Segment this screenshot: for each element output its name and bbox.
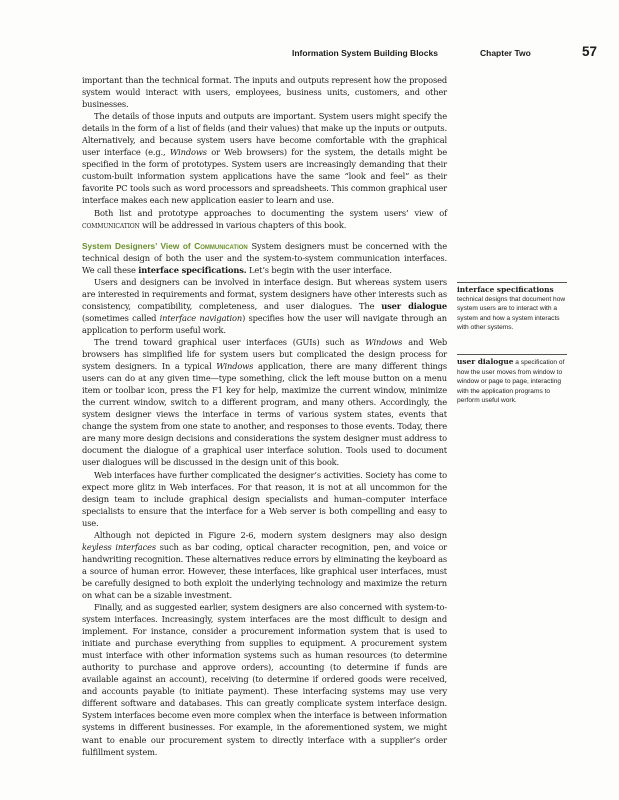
paragraph-4: [82, 240, 447, 276]
margin-definition-text: technical designs that document how system users are to interact with a system and how a system interacts with other systems.: [457, 295, 566, 332]
communication-smallcaps: communication: [82, 219, 140, 230]
paragraph-8-text-b: such as bar coding, optical character recognition, pen, and voice or handwriting recognition. These alternatives reduce errors by eliminating the keyboard as a source of human error. However, these interfaces, like graphical user interfaces, must be carefully designed to both exploit the underlying technology and maximize the return on what can be a sizable investment.: [82, 541, 447, 600]
margin-definition-interface-specifications: [457, 285, 569, 333]
windows-italic: Windows: [169, 147, 207, 158]
margin-rule-1: [457, 282, 567, 283]
margin-definition-user-dialogue: [457, 357, 569, 406]
paragraph-4-text-c: Let’s begin with the user interface.: [246, 264, 392, 275]
section-heading: [82, 241, 248, 251]
paragraph-8: [82, 529, 447, 601]
paragraph-9: [82, 601, 447, 758]
paragraph-7-text: Web interfaces have further complicated the designer’s activities. Society has come to expect more glitz in Web interfaces. For that reason, it is not at all uncommon for the design team to include graphical design specialists and human–computer interface specialists to ensure that the interface for a Web server is both compelling and easy to use.: [82, 469, 447, 528]
paragraph-9-text: Finally, and as suggested earlier, system designers are also concerned with system-to-system interfaces. Increasingly, system interfaces are the most difficult to design and implement. For instance, consider a procurement information system that is used to initiate and purchase everything from supplies to equipment. A procurement system must interface with other information systems such as human resources (to determine authority to purchase and approve orders), accounting (to determine if funds are available against an account), receiving (to determine if ordered goods were received, and accounts payable (to initiate payment). These interfacing systems may use very different software and databases. This can greatly complicate system interface design. System interfaces become even more complex when the interface is between information systems in different businesses. For example, in the aforementioned system, we might want to enable our procurement system to directly interface with a supplier’s order fulfillment system.: [82, 602, 447, 757]
paragraph-6-text-c: application, there are many different things users can do at any given time—type something, click the left mouse button on a menu item or toolbar icon, press the F1 key for help, maximize the current window, minimize the current window, switch to a different program, and many others. Accordingly, the system designer views the interface in terms of various system states, events that change the system from one state to another, and responses to those events. Today, there are many more design decisions and considerations the system designer must address to document the dialogue of a graphical user interface solution. Tools used to document user dialogues will be discussed in the design unit of this book.: [82, 361, 448, 468]
paragraph-5-text-d: ) specifies how the user will navigate through an application to perform useful work.: [82, 312, 447, 335]
section-heading-text: System Designers’ View of: [82, 240, 195, 251]
windows-italic-3: Windows: [216, 361, 254, 372]
margin-rule-2: [457, 354, 567, 355]
paragraph-5-text-c: (sometimes called: [82, 312, 160, 323]
paragraph-5-text-a: Users and designers can be involved in interface design. But whereas system users are interested in requirements and format, system designers have other interests such as consistency, compatibility, completeness, and user dialogues. The: [82, 276, 447, 311]
user-dialogue-term: user dialogue: [381, 300, 447, 311]
margin-term: user dialogue: [457, 357, 514, 366]
paragraph-6-text-b: and Web browsers has simplified life for system users but complicated the design process for system designers. In a typical: [82, 336, 447, 372]
paragraph-8-text-a: Although not depicted in Figure 2-6, modern system designers may also design: [94, 529, 447, 540]
interface-navigation-italic: interface navigation: [159, 312, 243, 323]
paragraph-3-text-c: will be addressed in various chapters of this book.: [139, 219, 347, 230]
windows-italic-2: Windows: [365, 336, 403, 347]
paragraph-3-text-a: Both list and prototype approaches to documenting the system users’ view of: [94, 207, 447, 218]
margin-term: interface specifications: [457, 285, 554, 294]
paragraph-6-text-a: The trend toward graphical user interfaces (GUIs) such as: [94, 336, 366, 347]
paragraph-4-text-a: System designers must be concerned with the technical design of both the user and the system-to-system communication interfaces. We call these: [82, 240, 447, 275]
paragraph-1: [82, 74, 447, 110]
body-text-column: [82, 74, 447, 758]
paragraph-2-text-c: or Web browsers) for the system, the details might be specified in the form of prototypes. System users are increasingly demanding that their custom-built information system applications have the same “look and feel” as their favorite PC tools such as word processors and spreadsheets. This common graphical user interface makes each new application easier to learn and use.: [82, 147, 447, 206]
keyless-interfaces-italic: keyless interfaces: [82, 541, 156, 552]
paragraph-3: [82, 207, 447, 231]
paragraph-5: [82, 276, 447, 336]
paragraph-2: [82, 110, 447, 206]
interface-specifications-term: interface specifications.: [138, 264, 247, 275]
section-heading-smallcaps: Communication: [194, 240, 248, 251]
paragraph-7: [82, 469, 447, 529]
running-head: [292, 44, 597, 60]
running-head-title: Information System Building Blocks: [292, 48, 438, 58]
paragraph-1-text: important than the technical format. The inputs and outputs represent how the proposed system would interact with users, employees, business units, customers, and other businesses.: [82, 75, 447, 110]
page-number: 57: [581, 44, 597, 59]
paragraph-2-text-a: The details of those inputs and outputs are important. System users might specify the details in the form of a list of fields (and their values) that make up the inputs or outputs. Alternatively, and because system users have become comfortable with the graphical user interface (e.g.,: [82, 111, 447, 158]
margin-definition-text: a specification of how the user moves from window to window or page to page, interacting with the application programs to perform useful work.: [457, 359, 565, 405]
paragraph-6: [82, 336, 447, 469]
running-head-chapter: Chapter Two: [480, 48, 531, 58]
